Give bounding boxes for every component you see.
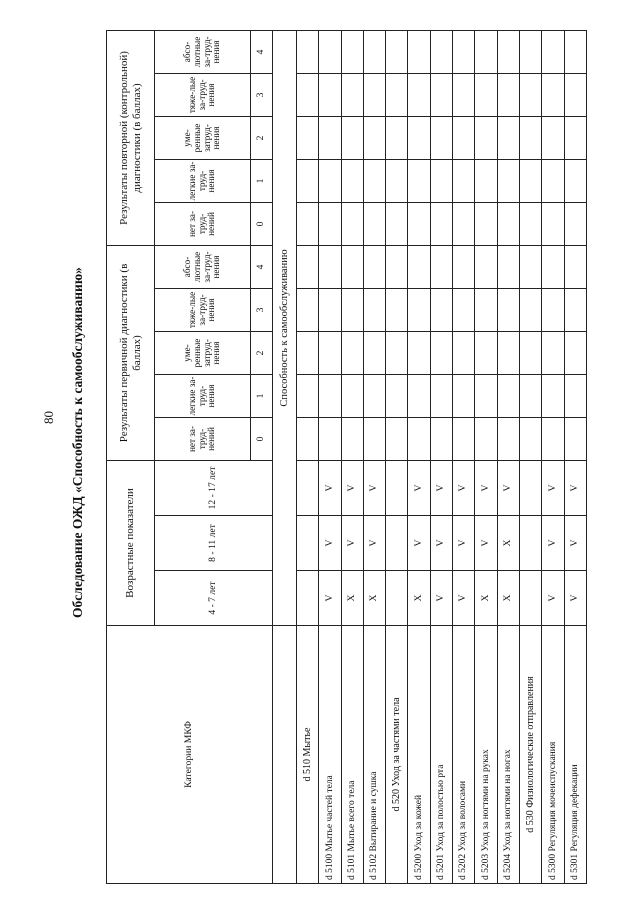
- age-mark: X: [341, 571, 363, 626]
- age-col-3: 12 - 17 лет: [155, 461, 273, 516]
- table-row: [363, 30, 385, 883]
- score-cell: [408, 375, 430, 418]
- age-mark: V: [430, 516, 452, 571]
- table-row: [564, 30, 586, 883]
- empty-cell: [519, 245, 541, 288]
- score-cell: [564, 159, 586, 202]
- score-cell: [408, 159, 430, 202]
- age-mark: V: [497, 461, 519, 516]
- age-mark: X: [497, 516, 519, 571]
- primary-score-0: 0: [251, 418, 273, 461]
- age-mark: V: [341, 461, 363, 516]
- empty-cell: [519, 516, 541, 571]
- repeat-severity-1: легкие за-труд-нения: [155, 159, 251, 202]
- score-cell: [564, 375, 586, 418]
- score-cell: [430, 375, 452, 418]
- score-cell: [475, 73, 497, 116]
- repeat-score-0: 0: [251, 202, 273, 245]
- score-cell: [363, 30, 385, 73]
- header-repeat-results: Результаты повторной (контрольной) диагностики (в баллах): [107, 30, 155, 245]
- score-cell: [542, 202, 564, 245]
- table-row: [430, 30, 452, 883]
- score-cell: [319, 418, 341, 461]
- repeat-score-1: 1: [251, 159, 273, 202]
- age-mark: V: [475, 516, 497, 571]
- empty-cell: [519, 73, 541, 116]
- score-cell: [497, 159, 519, 202]
- score-cell: [564, 30, 586, 73]
- empty-cell: [386, 571, 408, 626]
- header-age: Возрастные показатели: [107, 461, 155, 626]
- primary-severity-2: уме-ренные затруд-нения: [155, 332, 251, 375]
- score-cell: [475, 332, 497, 375]
- table-row: [542, 30, 564, 883]
- empty-cell: [386, 375, 408, 418]
- score-cell: [475, 245, 497, 288]
- score-cell: [475, 418, 497, 461]
- group-row: [297, 30, 319, 883]
- table-row: [319, 30, 341, 883]
- age-mark: V: [408, 461, 430, 516]
- score-cell: [497, 116, 519, 159]
- age-mark: V: [363, 461, 385, 516]
- score-cell: [408, 332, 430, 375]
- score-cell: [564, 418, 586, 461]
- score-cell: [497, 332, 519, 375]
- category-name: d 5200 Уход за кожей: [408, 626, 430, 884]
- age-mark: V: [564, 516, 586, 571]
- age-mark: X: [363, 571, 385, 626]
- score-cell: [430, 289, 452, 332]
- score-cell: [430, 159, 452, 202]
- empty-cell: [297, 159, 319, 202]
- score-cell: [497, 418, 519, 461]
- empty-cell: [386, 461, 408, 516]
- empty-cell: [297, 245, 319, 288]
- score-cell: [319, 245, 341, 288]
- score-cell: [542, 30, 564, 73]
- section-title: Способность к самообслуживанию: [273, 30, 297, 625]
- table-row: [408, 30, 430, 883]
- score-cell: [341, 289, 363, 332]
- score-cell: [408, 202, 430, 245]
- group-row: [386, 30, 408, 883]
- group-name: d 520 Уход за частями тела: [386, 626, 408, 884]
- age-mark: V: [319, 461, 341, 516]
- score-cell: [341, 332, 363, 375]
- empty-cell: [519, 332, 541, 375]
- score-cell: [319, 289, 341, 332]
- empty-cell: [386, 30, 408, 73]
- empty-cell: [519, 375, 541, 418]
- score-cell: [453, 289, 475, 332]
- score-cell: [564, 202, 586, 245]
- primary-score-3: 3: [251, 289, 273, 332]
- empty-cell: [297, 332, 319, 375]
- age-mark: V: [341, 516, 363, 571]
- score-cell: [542, 116, 564, 159]
- score-cell: [475, 202, 497, 245]
- category-name: d 5301 Регуляция дефекации: [564, 626, 586, 884]
- score-cell: [341, 30, 363, 73]
- score-cell: [475, 289, 497, 332]
- empty-cell: [297, 375, 319, 418]
- age-mark: V: [408, 516, 430, 571]
- empty-cell: [519, 461, 541, 516]
- score-cell: [363, 159, 385, 202]
- score-cell: [430, 332, 452, 375]
- empty-cell: [519, 418, 541, 461]
- score-cell: [341, 116, 363, 159]
- score-cell: [408, 116, 430, 159]
- empty-cell: [519, 202, 541, 245]
- score-cell: [542, 159, 564, 202]
- age-col-2: 8 - 11 лет: [155, 516, 273, 571]
- category-name: d 5204 Уход за ногтями на ногах: [497, 626, 519, 884]
- primary-severity-1: легкие за-труд-нения: [155, 375, 251, 418]
- age-col-1: 4 - 7 лет: [155, 571, 273, 626]
- primary-severity-4: абсо-лютные за-труд-нения: [155, 245, 251, 288]
- assessment-table: [106, 30, 587, 884]
- primary-score-2: 2: [251, 332, 273, 375]
- score-cell: [497, 375, 519, 418]
- score-cell: [319, 73, 341, 116]
- score-cell: [341, 418, 363, 461]
- score-cell: [363, 73, 385, 116]
- score-cell: [319, 202, 341, 245]
- score-cell: [542, 289, 564, 332]
- score-cell: [363, 202, 385, 245]
- empty-cell: [386, 245, 408, 288]
- score-cell: [475, 159, 497, 202]
- page-title: Обследование ОЖД «Способность к самообслуживанию»: [70, 267, 85, 618]
- score-cell: [497, 202, 519, 245]
- score-cell: [453, 73, 475, 116]
- age-mark: V: [542, 461, 564, 516]
- table-row: [453, 30, 475, 883]
- group-name: d 530 Физиологические отправления: [519, 626, 541, 884]
- table-row: [475, 30, 497, 883]
- empty-cell: [519, 159, 541, 202]
- score-cell: [497, 245, 519, 288]
- score-cell: [319, 375, 341, 418]
- group-row: [519, 30, 541, 883]
- score-cell: [319, 30, 341, 73]
- empty-cell: [297, 116, 319, 159]
- score-cell: [475, 116, 497, 159]
- table-row: [497, 30, 519, 883]
- score-cell: [542, 245, 564, 288]
- score-cell: [363, 332, 385, 375]
- header-category: Категории МКФ: [107, 626, 273, 884]
- age-mark: V: [453, 571, 475, 626]
- score-cell: [408, 289, 430, 332]
- repeat-score-4: 4: [251, 30, 273, 73]
- score-cell: [363, 289, 385, 332]
- score-cell: [542, 73, 564, 116]
- category-name: d 5300 Регуляция мочеиспускания: [542, 626, 564, 884]
- empty-cell: [297, 571, 319, 626]
- category-name: d 5101 Мытье всего тела: [341, 626, 363, 884]
- repeat-score-3: 3: [251, 73, 273, 116]
- score-cell: [430, 418, 452, 461]
- empty-cell: [386, 73, 408, 116]
- score-cell: [319, 159, 341, 202]
- empty-cell: [386, 332, 408, 375]
- rotated-table-frame: [106, 32, 580, 884]
- empty-cell: [297, 289, 319, 332]
- category-name: d 5100 Мытье частей тела: [319, 626, 341, 884]
- score-cell: [475, 375, 497, 418]
- section-blank: [273, 626, 297, 884]
- repeat-severity-0: нет за-труд-нений: [155, 202, 251, 245]
- age-mark: V: [319, 571, 341, 626]
- empty-cell: [519, 289, 541, 332]
- score-cell: [408, 245, 430, 288]
- table-row: [341, 30, 363, 883]
- score-cell: [319, 332, 341, 375]
- age-mark: X: [497, 571, 519, 626]
- age-mark: V: [475, 461, 497, 516]
- repeat-severity-3: тяже-лые за-труд-нения: [155, 73, 251, 116]
- score-cell: [408, 418, 430, 461]
- category-name: d 5102 Вытирание и сушка: [363, 626, 385, 884]
- score-cell: [430, 73, 452, 116]
- age-mark: X: [475, 571, 497, 626]
- score-cell: [564, 245, 586, 288]
- primary-severity-3: тяже-лые за-труд-нения: [155, 289, 251, 332]
- empty-cell: [519, 571, 541, 626]
- empty-cell: [297, 461, 319, 516]
- category-name: d 5202 Уход за волосами: [453, 626, 475, 884]
- score-cell: [363, 245, 385, 288]
- score-cell: [430, 202, 452, 245]
- empty-cell: [386, 289, 408, 332]
- score-cell: [453, 332, 475, 375]
- repeat-severity-2: уме-ренные затруд-нения: [155, 116, 251, 159]
- age-mark: V: [430, 461, 452, 516]
- score-cell: [341, 375, 363, 418]
- age-mark: V: [542, 516, 564, 571]
- repeat-score-2: 2: [251, 116, 273, 159]
- age-mark: V: [453, 516, 475, 571]
- score-cell: [408, 30, 430, 73]
- score-cell: [497, 289, 519, 332]
- score-cell: [430, 116, 452, 159]
- score-cell: [497, 30, 519, 73]
- score-cell: [542, 375, 564, 418]
- primary-severity-0: нет за-труд-нений: [155, 418, 251, 461]
- category-name: d 5201 Уход за полостью рта: [430, 626, 452, 884]
- age-mark: V: [564, 571, 586, 626]
- empty-cell: [386, 418, 408, 461]
- empty-cell: [519, 116, 541, 159]
- score-cell: [564, 73, 586, 116]
- score-cell: [475, 30, 497, 73]
- score-cell: [542, 332, 564, 375]
- score-cell: [453, 418, 475, 461]
- primary-score-4: 4: [251, 245, 273, 288]
- repeat-severity-4: абсо-лютные за-труд-нения: [155, 30, 251, 73]
- score-cell: [319, 116, 341, 159]
- age-mark: V: [319, 516, 341, 571]
- group-name: d 510 Мытье: [297, 626, 319, 884]
- score-cell: [453, 375, 475, 418]
- score-cell: [430, 30, 452, 73]
- age-mark: V: [542, 571, 564, 626]
- score-cell: [497, 73, 519, 116]
- age-mark: V: [564, 461, 586, 516]
- empty-cell: [297, 73, 319, 116]
- score-cell: [363, 418, 385, 461]
- score-cell: [363, 375, 385, 418]
- page-number: 80: [41, 411, 56, 424]
- score-cell: [341, 245, 363, 288]
- score-cell: [341, 202, 363, 245]
- category-name: d 5203 Уход за ногтями на руках: [475, 626, 497, 884]
- empty-cell: [297, 418, 319, 461]
- score-cell: [564, 116, 586, 159]
- score-cell: [542, 418, 564, 461]
- score-cell: [408, 73, 430, 116]
- score-cell: [453, 245, 475, 288]
- score-cell: [341, 73, 363, 116]
- empty-cell: [297, 516, 319, 571]
- age-mark: V: [453, 461, 475, 516]
- score-cell: [341, 159, 363, 202]
- score-cell: [430, 245, 452, 288]
- header-primary-results: Результаты первичной диагностики (в баллах): [107, 245, 155, 460]
- score-cell: [453, 202, 475, 245]
- score-cell: [564, 332, 586, 375]
- empty-cell: [386, 202, 408, 245]
- primary-score-1: 1: [251, 375, 273, 418]
- score-cell: [453, 30, 475, 73]
- score-cell: [453, 116, 475, 159]
- empty-cell: [386, 159, 408, 202]
- age-mark: V: [430, 571, 452, 626]
- empty-cell: [297, 202, 319, 245]
- empty-cell: [297, 30, 319, 73]
- age-mark: X: [408, 571, 430, 626]
- empty-cell: [386, 516, 408, 571]
- score-cell: [453, 159, 475, 202]
- score-cell: [363, 116, 385, 159]
- empty-cell: [386, 116, 408, 159]
- score-cell: [564, 289, 586, 332]
- empty-cell: [519, 30, 541, 73]
- age-mark: V: [363, 516, 385, 571]
